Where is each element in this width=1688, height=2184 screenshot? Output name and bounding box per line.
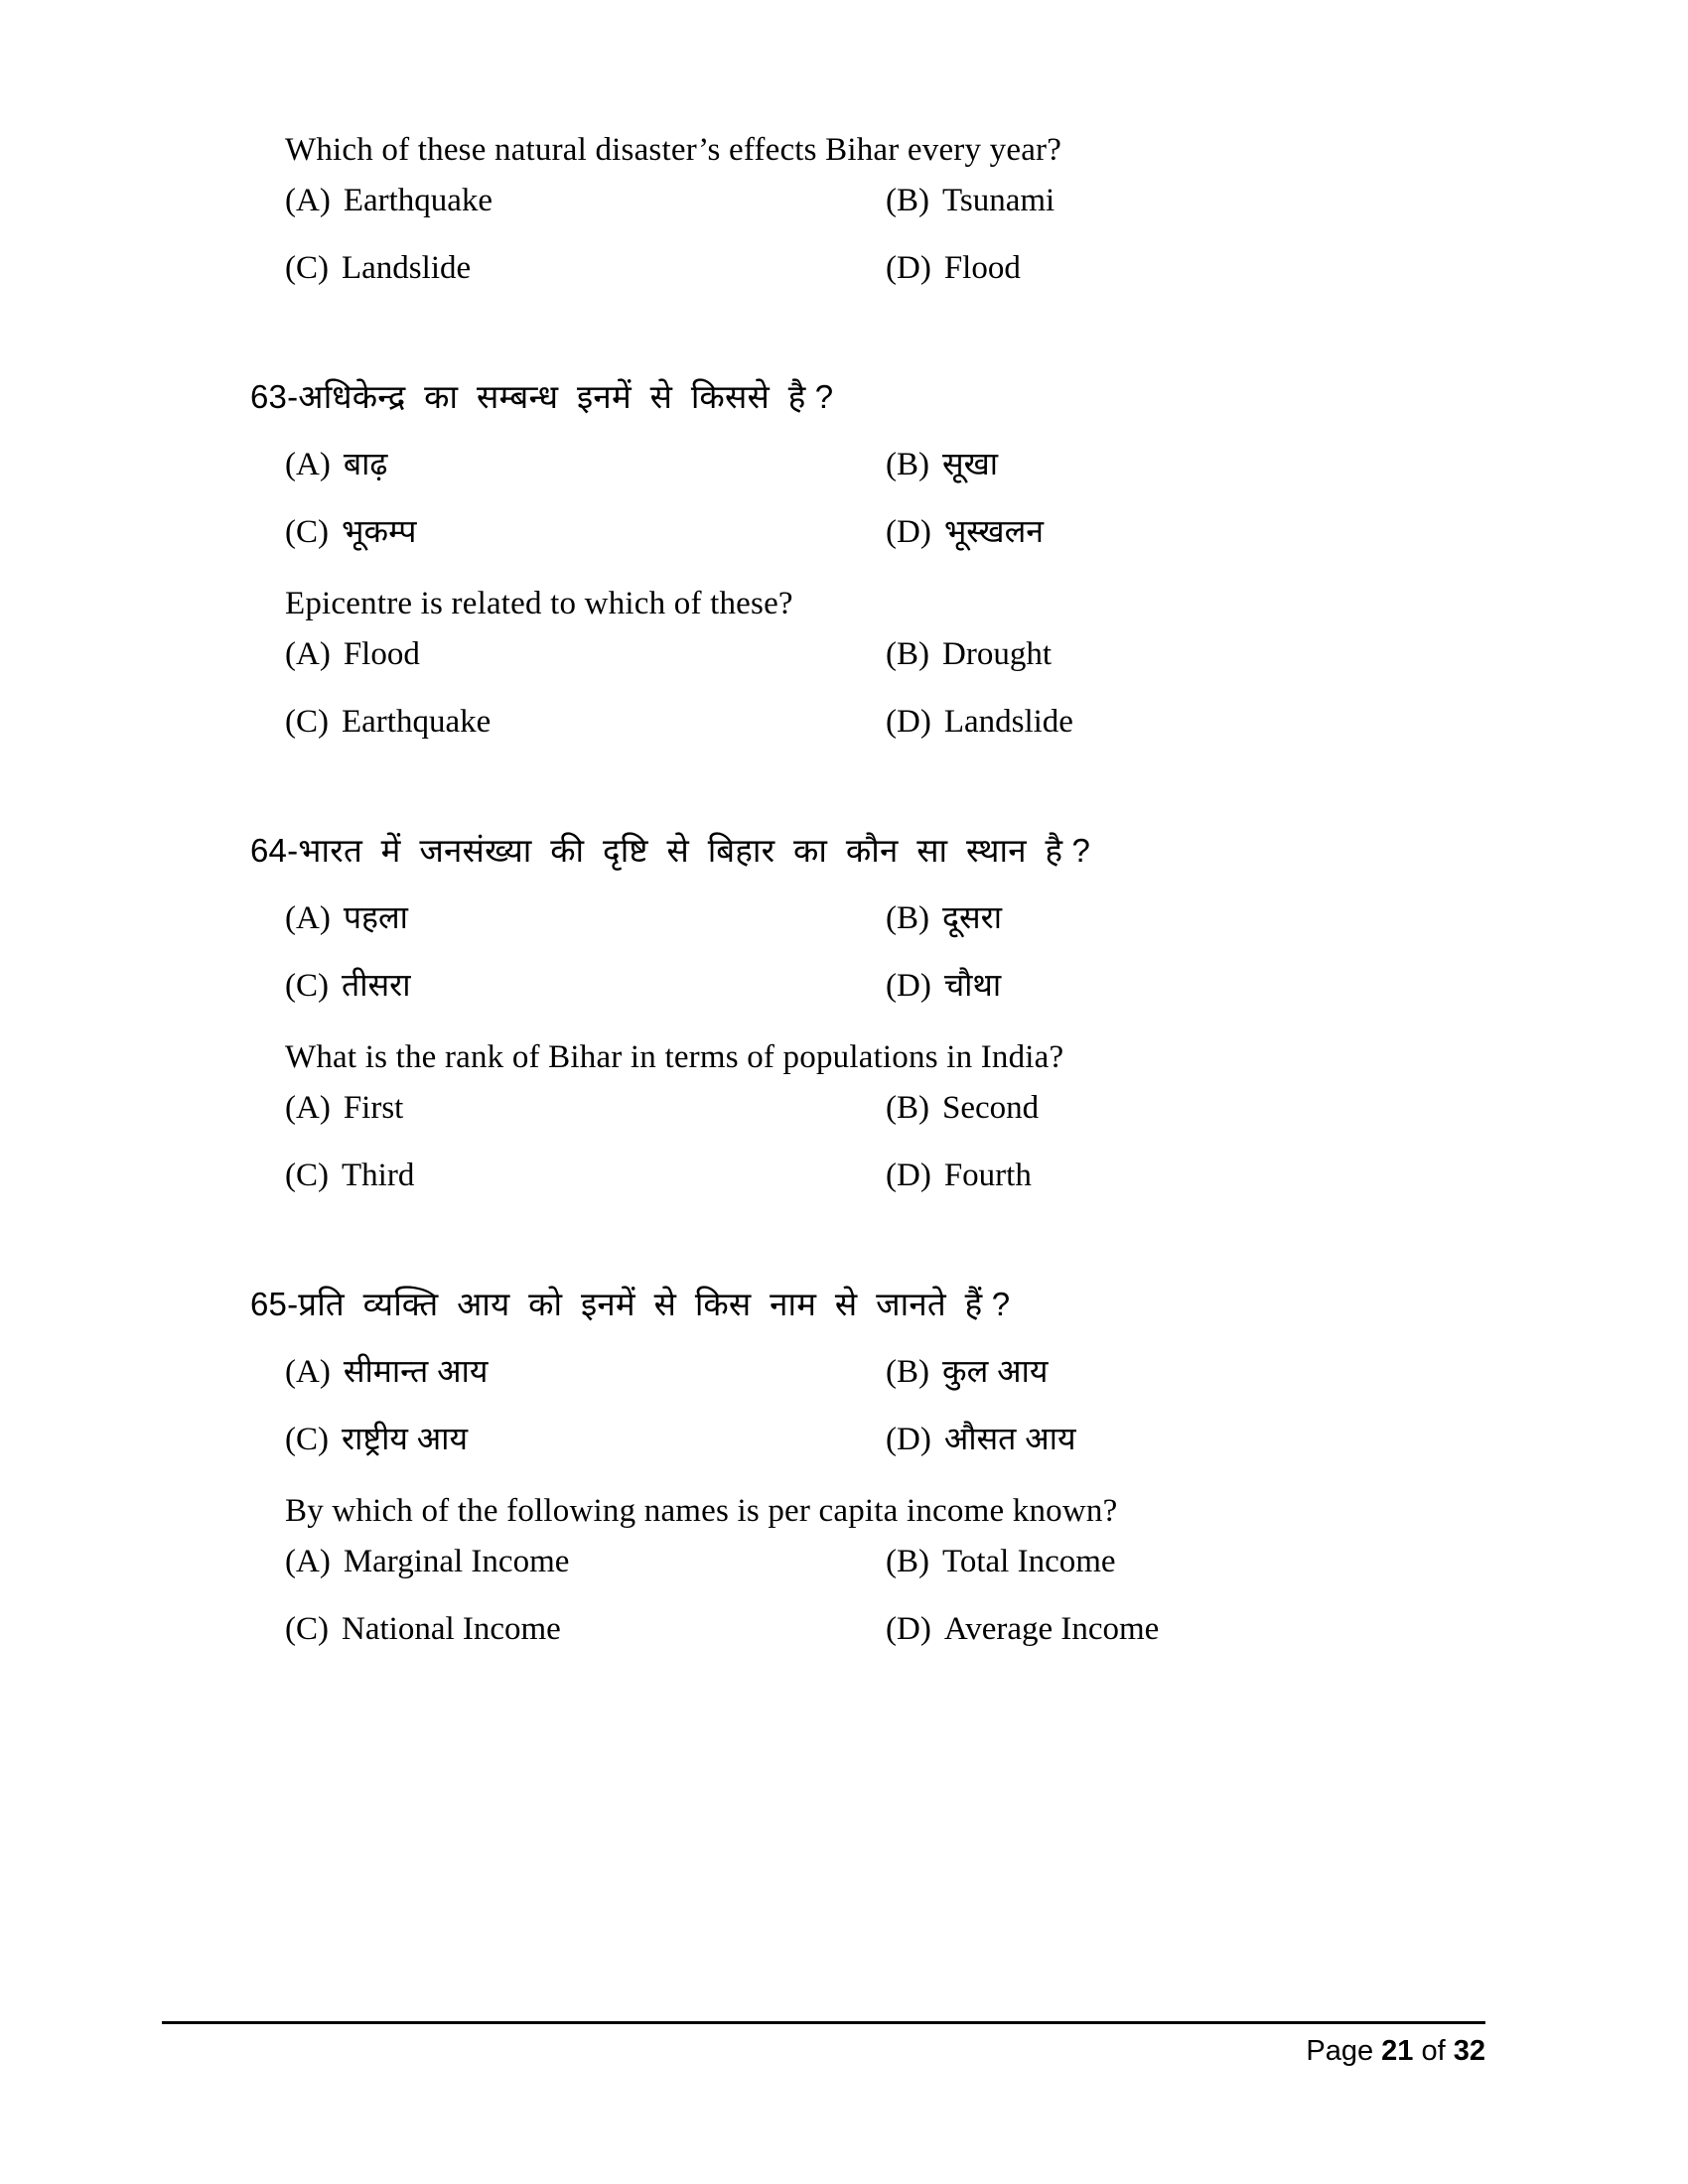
option-label: Drought: [942, 635, 1052, 672]
option-label: पहला: [343, 899, 408, 936]
option-key: (C): [285, 1422, 329, 1458]
option-key: (B): [886, 1543, 929, 1579]
footer-page-current: 21: [1381, 2035, 1414, 2067]
option-c[interactable]: [285, 963, 886, 1006]
option-label: सूखा: [942, 446, 999, 482]
option-key: (D): [886, 703, 931, 740]
option-a[interactable]: [285, 1090, 886, 1127]
option-key: (A): [285, 900, 331, 937]
options-group: [0, 183, 1688, 318]
option-label: Flood: [343, 635, 420, 672]
option-label: Landslide: [943, 703, 1073, 740]
option-row: [285, 636, 1688, 704]
option-row: [285, 895, 1688, 963]
option-key: (A): [285, 1543, 331, 1579]
option-label: बाढ़: [343, 446, 388, 482]
option-d[interactable]: [886, 509, 1688, 552]
option-key: (D): [886, 249, 931, 286]
option-key: (B): [886, 182, 929, 218]
option-a[interactable]: [285, 1544, 886, 1580]
option-c[interactable]: [285, 1611, 886, 1648]
option-label: Fourth: [943, 1157, 1032, 1193]
option-key: (C): [285, 249, 329, 286]
option-row: [285, 183, 1688, 250]
option-label: Second: [942, 1089, 1040, 1126]
option-b[interactable]: [886, 636, 1688, 673]
option-b[interactable]: [886, 183, 1688, 219]
option-label: कुल आय: [942, 1353, 1049, 1390]
option-label: Landslide: [342, 249, 472, 286]
option-key: (D): [886, 1610, 931, 1647]
option-d[interactable]: [886, 1417, 1688, 1459]
options-group-hindi: [0, 895, 1688, 1030]
option-key: (B): [886, 447, 929, 483]
option-label: Flood: [943, 249, 1021, 286]
option-label: भूस्खलन: [943, 513, 1045, 550]
question-block-64: [0, 829, 1688, 1225]
option-label: राष्ट्रीय आय: [342, 1421, 469, 1457]
option-row: [285, 1158, 1688, 1225]
option-key: (B): [886, 635, 929, 672]
question-stem-english: By which of the following names is per capita income known?: [285, 1493, 1118, 1530]
option-key: (B): [886, 1354, 929, 1391]
footer-page-prefix: Page: [1306, 2035, 1382, 2067]
option-label: Earthquake: [342, 703, 492, 740]
option-c[interactable]: [285, 250, 886, 287]
options-group-english: [0, 1544, 1688, 1679]
option-key: (C): [285, 514, 329, 551]
option-row: [285, 1611, 1688, 1679]
option-label: Tsunami: [942, 182, 1055, 218]
option-row: [285, 1544, 1688, 1611]
option-a[interactable]: [285, 636, 886, 673]
option-label: चौथा: [943, 967, 1002, 1004]
option-d[interactable]: [886, 1158, 1688, 1194]
option-a[interactable]: [285, 183, 886, 219]
options-group-english: [0, 636, 1688, 771]
question-block-63: [0, 375, 1688, 771]
option-key: (C): [285, 968, 329, 1005]
option-b[interactable]: [886, 1349, 1688, 1392]
option-label: Earthquake: [343, 182, 493, 218]
option-key: (C): [285, 1610, 329, 1647]
option-key: (A): [285, 1354, 331, 1391]
option-c[interactable]: [285, 1158, 886, 1194]
option-row: [285, 1417, 1688, 1484]
option-key: (D): [886, 514, 931, 551]
options-group-hindi: [0, 1349, 1688, 1484]
question-stem-english: What is the rank of Bihar in terms of populations in India?: [285, 1039, 1064, 1076]
option-label: तीसरा: [342, 967, 411, 1004]
question-stem-hindi: 64-भारत में जनसंख्या की दृष्टि से बिहार का कौन सा स्थान है ?: [250, 831, 1091, 869]
option-key: (D): [886, 1422, 931, 1458]
option-row: [285, 509, 1688, 577]
option-label: First: [343, 1089, 404, 1126]
option-label: सीमान्त आय: [343, 1353, 489, 1390]
question-stem-hindi: 63-अधिकेन्द्र का सम्बन्ध इनमें से किससे है ?: [250, 377, 834, 415]
option-label: National Income: [342, 1610, 561, 1647]
option-a[interactable]: [285, 1349, 886, 1392]
option-key: (B): [886, 900, 929, 937]
question-stem-hindi: 65-प्रति व्यक्ति आय को इनमें से किस नाम से जानते हैं ?: [250, 1285, 1011, 1322]
option-row: [285, 1349, 1688, 1417]
option-row: [285, 442, 1688, 509]
option-label: औसत आय: [943, 1421, 1076, 1457]
page-number-footer: [1306, 2035, 1485, 2068]
option-key: (A): [285, 1089, 331, 1126]
footer-page-total: 32: [1453, 2035, 1485, 2067]
question-block-62-english: [0, 129, 1688, 318]
option-label: Total Income: [942, 1543, 1116, 1579]
option-d[interactable]: [886, 250, 1688, 287]
option-c[interactable]: [285, 509, 886, 552]
option-key: (D): [886, 1157, 931, 1193]
option-label: Average Income: [943, 1610, 1160, 1647]
question-stem-english: Which of these natural disaster’s effects Bihar every year?: [285, 132, 1062, 168]
option-label: भूकम्प: [342, 513, 417, 550]
option-row: [285, 963, 1688, 1030]
option-d[interactable]: [886, 963, 1688, 1006]
option-b[interactable]: [886, 895, 1688, 938]
question-block-65: [0, 1283, 1688, 1679]
footer-page-middle: of: [1413, 2035, 1454, 2067]
option-c[interactable]: [285, 704, 886, 741]
option-c[interactable]: [285, 1417, 886, 1459]
option-b[interactable]: [886, 1544, 1688, 1580]
option-key: (A): [285, 447, 331, 483]
option-label: Third: [342, 1157, 415, 1193]
option-d[interactable]: [886, 704, 1688, 741]
option-key: (A): [285, 635, 331, 672]
option-row: [285, 1090, 1688, 1158]
option-key: (B): [886, 1089, 929, 1126]
option-key: (C): [285, 703, 329, 740]
options-group-english: [0, 1090, 1688, 1225]
option-label: Marginal Income: [343, 1543, 570, 1579]
question-stem-english: Epicentre is related to which of these?: [285, 586, 793, 622]
option-a[interactable]: [285, 442, 886, 484]
option-d[interactable]: [886, 1611, 1688, 1648]
options-group-hindi: [0, 442, 1688, 577]
option-key: (D): [886, 968, 931, 1005]
option-b[interactable]: [886, 1090, 1688, 1127]
option-row: [285, 704, 1688, 771]
option-a[interactable]: [285, 895, 886, 938]
page-content: [0, 129, 1688, 1679]
footer-divider: [162, 2021, 1485, 2024]
option-key: (C): [285, 1157, 329, 1193]
option-label: दूसरा: [942, 899, 1003, 936]
option-b[interactable]: [886, 442, 1688, 484]
option-row: [285, 250, 1688, 318]
option-key: (A): [285, 182, 331, 218]
